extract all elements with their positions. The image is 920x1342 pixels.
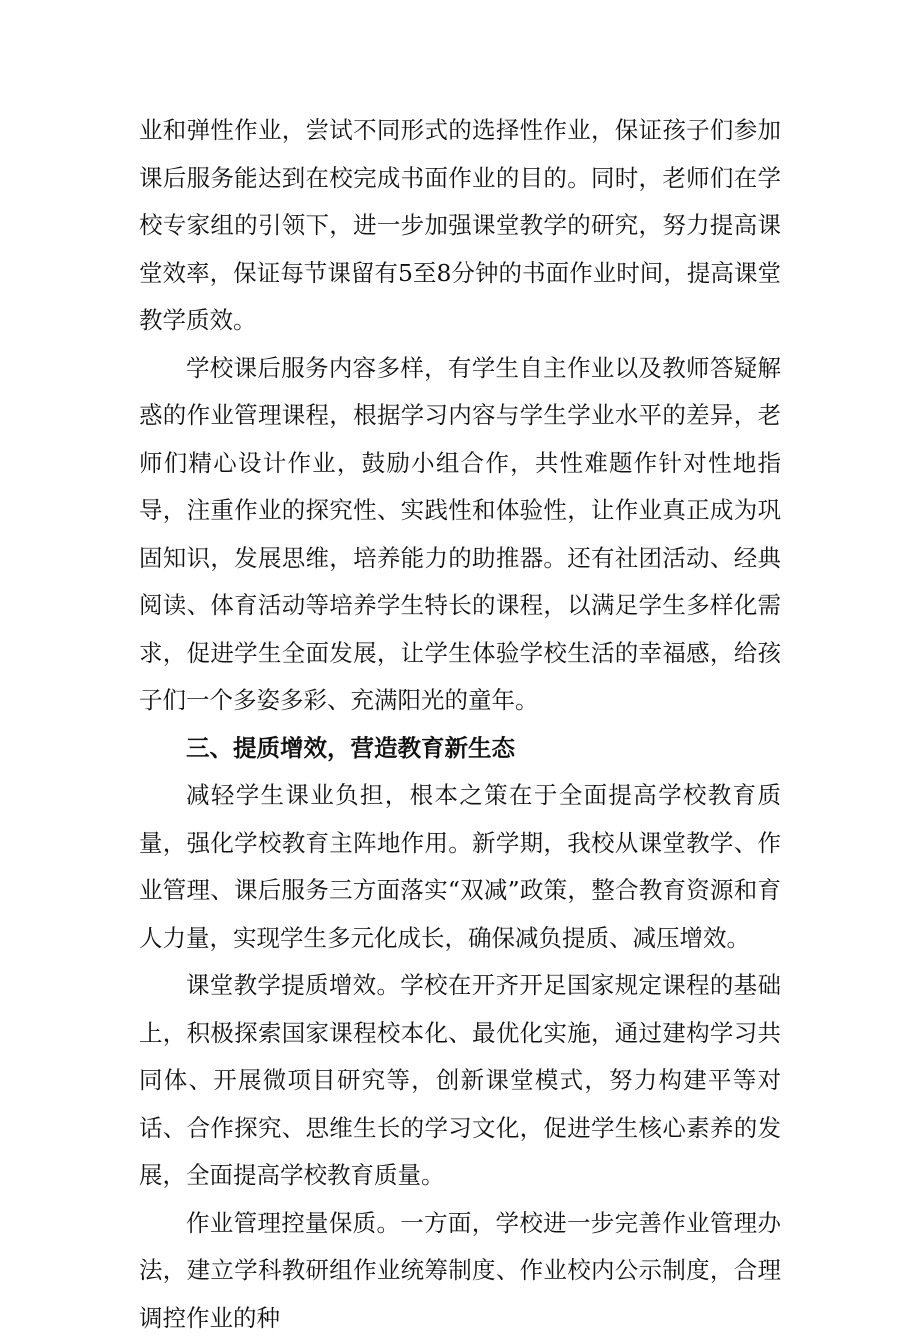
- paragraph-homework-management: 作业管理控量保质。一方面，学校进一步完善作业管理办法，建立学科教研组作业统筹制度、作业校内公示制度，合理调控作业的种: [139, 1200, 781, 1342]
- document-body: [139, 107, 781, 1342]
- paragraph-classroom-teaching: 课堂教学提质增效。学校在开齐开足国家规定课程的基础上，积极探索国家课程校本化、最优化实施，通过建构学习共同体、开展微项目研究等，创新课堂模式，努力构建平等对话、合作探究、思维生长的学习文化，促进学生核心素养的发展，全面提高学校教育质量。: [139, 962, 781, 1200]
- paragraph-reduce-burden: 减轻学生课业负担，根本之策在于全面提高学校教育质量，强化学校教育主阵地作用。新学期，我校从课堂教学、作业管理、课后服务三方面落实“双减”政策，整合教育资源和育人力量，实现学生多元化成长，确保减负提质、减压增效。: [139, 772, 781, 962]
- section-heading: 三、提质增效，营造教育新生态: [139, 725, 781, 773]
- paragraph-after-school-service: 学校课后服务内容多样，有学生自主作业以及教师答疑解惑的作业管理课程，根据学习内容与学生学业水平的差异，老师们精心设计作业，鼓励小组合作，共性难题作针对性地指导，注重作业的探究性、实践性和体验性，让作业真正成为巩固知识，发展思维，培养能力的助推器。还有社团活动、经典阅读、体育活动等培养学生特长的课程，以满足学生多样化需求，促进学生全面发展，让学生体验学校生活的幸福感，给孩子们一个多姿多彩、充满阳光的童年。: [139, 345, 781, 725]
- paragraph-continuation: 业和弹性作业，尝试不同形式的选择性作业，保证孩子们参加课后服务能达到在校完成书面作业的目的。同时，老师们在学校专家组的引领下，进一步加强课堂教学的研究，努力提高课堂效率，保证每节课留有5至8分钟的书面作业时间，提高课堂教学质效。: [139, 107, 781, 345]
